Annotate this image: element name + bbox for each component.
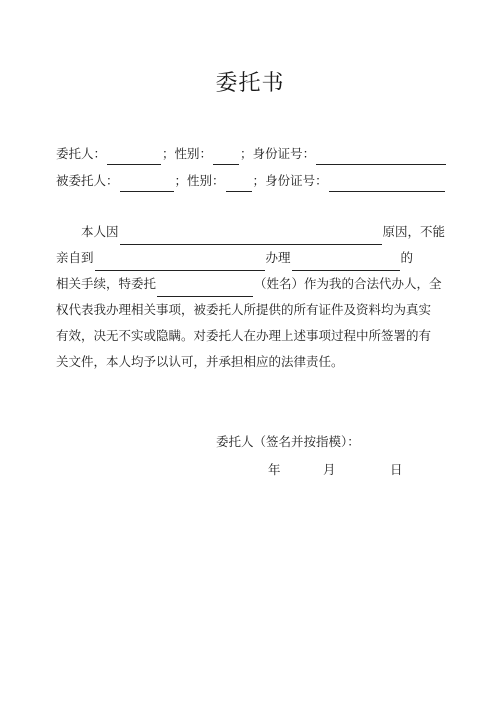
body-line-5: 有效，决无不实或隐瞒。对委托人在办理上述事项过程中所签署的有 [56, 328, 432, 343]
id-number-label: 身份证号： [252, 146, 316, 161]
separator: ； [240, 146, 253, 161]
body-line-4: 权代表我办理相关事项，被委托人所提供的所有证件及资料均为真实 [56, 302, 432, 317]
principal-id-blank [316, 150, 446, 165]
date-month-label: 月 [323, 462, 336, 477]
gender-label: 性别： [187, 173, 225, 188]
body-text: 相关手续，特委托 [56, 276, 157, 291]
principal-info-line [56, 143, 447, 165]
agent-gender-blank [226, 177, 252, 192]
body-text: 原因，不能 [382, 224, 446, 239]
body-text: 亲自到 [56, 250, 94, 265]
date-year-label: 年 [268, 462, 281, 477]
principal-gender-blank [213, 150, 239, 165]
agent-id-blank [329, 177, 445, 192]
date-day-label: 日 [390, 462, 403, 477]
body-text: 的 [400, 250, 414, 265]
agent-name-blank [120, 177, 174, 192]
body-line-1 [56, 219, 454, 245]
principal-name-blank [107, 150, 161, 165]
delegate-name-blank [157, 282, 253, 297]
body-line-2 [56, 245, 454, 271]
body-line-6: 关文件，本人均予以认可，并承担相应的法律责任。 [56, 354, 344, 369]
body-text: 本人因 [81, 224, 119, 239]
gender-label: 性别： [174, 146, 213, 161]
body-line-3 [56, 271, 454, 297]
principal-label: 委托人： [56, 146, 107, 161]
signature-label: 委托人（签名并按指模）： [216, 434, 360, 449]
document-title: 委托书 [215, 71, 285, 96]
separator: ； [162, 146, 175, 161]
agent-label: 被委托人： [56, 173, 119, 188]
body-text: 办理 [265, 250, 291, 265]
separator: ； [252, 173, 266, 188]
id-number-label: 身份证号： [265, 173, 328, 188]
body-paragraph [56, 219, 454, 375]
separator: ； [174, 173, 188, 188]
reason-blank [120, 230, 382, 245]
body-text: （姓名）作为我的合法代办人，全 [254, 276, 442, 291]
agent-info-line [56, 170, 446, 192]
matter-blank [292, 256, 400, 271]
location-blank [95, 256, 265, 271]
